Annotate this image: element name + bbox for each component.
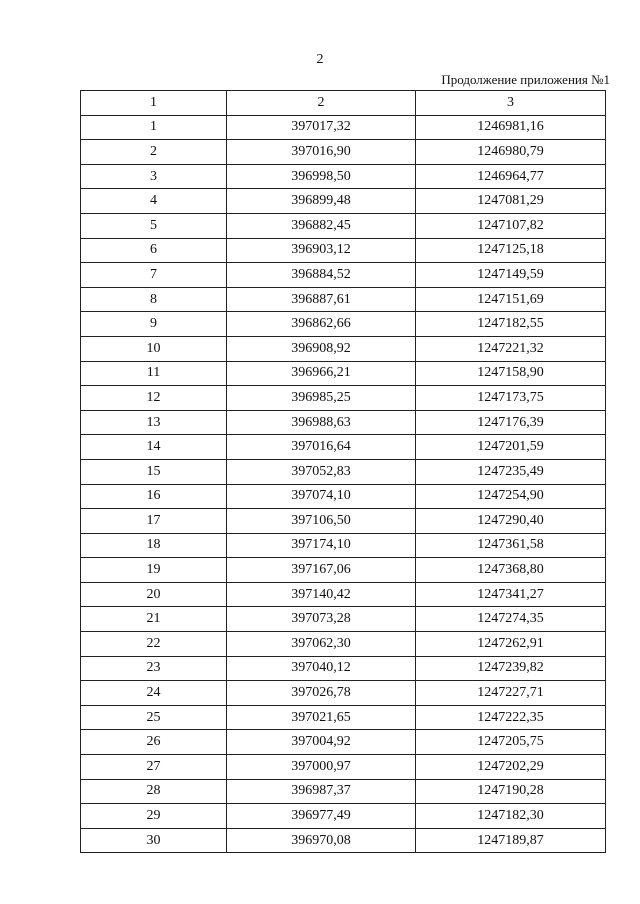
point-number-cell: 19: [81, 558, 227, 583]
x-coordinate-cell: 396882,45: [227, 213, 416, 238]
table-row: [81, 164, 606, 189]
point-number-cell: 6: [81, 238, 227, 263]
table-row: [81, 730, 606, 755]
table-row: [81, 287, 606, 312]
table-row: [81, 632, 606, 657]
y-coordinate-cell: 1247125,18: [416, 238, 606, 263]
table-row: [81, 140, 606, 165]
point-number-cell: 10: [81, 336, 227, 361]
x-coordinate-cell: 396887,61: [227, 287, 416, 312]
table-row: [81, 828, 606, 853]
y-coordinate-cell: 1247190,28: [416, 779, 606, 804]
point-number-cell: 17: [81, 509, 227, 534]
y-coordinate-cell: 1247081,29: [416, 189, 606, 214]
table-row: [81, 459, 606, 484]
y-coordinate-cell: 1246964,77: [416, 164, 606, 189]
point-number-cell: 9: [81, 312, 227, 337]
header-row: [81, 91, 606, 116]
y-coordinate-cell: 1247239,82: [416, 656, 606, 681]
y-coordinate-cell: 1247274,35: [416, 607, 606, 632]
table-row: [81, 779, 606, 804]
y-coordinate-cell: 1247173,75: [416, 386, 606, 411]
table-row: [81, 533, 606, 558]
x-coordinate-cell: 397021,65: [227, 705, 416, 730]
table-header: [81, 91, 606, 116]
x-coordinate-cell: 397106,50: [227, 509, 416, 534]
point-number-cell: 20: [81, 582, 227, 607]
y-coordinate-cell: 1247341,27: [416, 582, 606, 607]
point-number-cell: 1: [81, 115, 227, 140]
x-coordinate-cell: 396977,49: [227, 804, 416, 829]
point-number-cell: 24: [81, 681, 227, 706]
x-coordinate-cell: 397052,83: [227, 459, 416, 484]
point-number-cell: 18: [81, 533, 227, 558]
x-coordinate-cell: 397004,92: [227, 730, 416, 755]
y-coordinate-cell: 1247222,35: [416, 705, 606, 730]
y-coordinate-cell: 1247221,32: [416, 336, 606, 361]
point-number-cell: 2: [81, 140, 227, 165]
x-coordinate-cell: 396985,25: [227, 386, 416, 411]
point-number-cell: 29: [81, 804, 227, 829]
point-number-cell: 26: [81, 730, 227, 755]
point-number-cell: 11: [81, 361, 227, 386]
y-coordinate-cell: 1247149,59: [416, 263, 606, 288]
y-coordinate-cell: 1247262,91: [416, 632, 606, 657]
x-coordinate-cell: 396862,66: [227, 312, 416, 337]
y-coordinate-cell: 1247107,82: [416, 213, 606, 238]
point-number-cell: 21: [81, 607, 227, 632]
x-coordinate-cell: 396998,50: [227, 164, 416, 189]
page-number: 2: [316, 52, 324, 67]
x-coordinate-cell: 397000,97: [227, 755, 416, 780]
y-coordinate-cell: 1247189,87: [416, 828, 606, 853]
y-coordinate-cell: 1247202,29: [416, 755, 606, 780]
x-coordinate-cell: 397016,90: [227, 140, 416, 165]
header-cell-3: 3: [416, 91, 606, 116]
point-number-cell: 3: [81, 164, 227, 189]
x-coordinate-cell: 397140,42: [227, 582, 416, 607]
y-coordinate-cell: 1247182,30: [416, 804, 606, 829]
table-row: [81, 705, 606, 730]
header-cell-2: 2: [227, 91, 416, 116]
table-row: [81, 386, 606, 411]
table-row: [81, 582, 606, 607]
table-row: [81, 484, 606, 509]
table-row: [81, 115, 606, 140]
x-coordinate-cell: 397040,12: [227, 656, 416, 681]
point-number-cell: 15: [81, 459, 227, 484]
point-number-cell: 7: [81, 263, 227, 288]
point-number-cell: 30: [81, 828, 227, 853]
table-row: [81, 238, 606, 263]
header-cell-1: 1: [81, 91, 227, 116]
point-number-cell: 13: [81, 410, 227, 435]
table-row: [81, 312, 606, 337]
x-coordinate-cell: 396966,21: [227, 361, 416, 386]
x-coordinate-cell: 396903,12: [227, 238, 416, 263]
y-coordinate-cell: 1247151,69: [416, 287, 606, 312]
point-number-cell: 4: [81, 189, 227, 214]
y-coordinate-cell: 1247235,49: [416, 459, 606, 484]
table-row: [81, 558, 606, 583]
point-number-cell: 8: [81, 287, 227, 312]
y-coordinate-cell: 1247201,59: [416, 435, 606, 460]
point-number-cell: 16: [81, 484, 227, 509]
point-number-cell: 22: [81, 632, 227, 657]
point-number-cell: 28: [81, 779, 227, 804]
y-coordinate-cell: 1247182,55: [416, 312, 606, 337]
table-row: [81, 213, 606, 238]
x-coordinate-cell: 396970,08: [227, 828, 416, 853]
y-coordinate-cell: 1247254,90: [416, 484, 606, 509]
point-number-cell: 23: [81, 656, 227, 681]
y-coordinate-cell: 1247205,75: [416, 730, 606, 755]
point-number-cell: 12: [81, 386, 227, 411]
x-coordinate-cell: 397026,78: [227, 681, 416, 706]
table-row: [81, 607, 606, 632]
x-coordinate-cell: 397062,30: [227, 632, 416, 657]
point-number-cell: 25: [81, 705, 227, 730]
y-coordinate-cell: 1246980,79: [416, 140, 606, 165]
y-coordinate-cell: 1247361,58: [416, 533, 606, 558]
continuation-label: Продолжение приложения №1: [441, 72, 610, 87]
table-row: [81, 361, 606, 386]
x-coordinate-cell: 397016,64: [227, 435, 416, 460]
table-row: [81, 656, 606, 681]
table-row: [81, 509, 606, 534]
x-coordinate-cell: 396899,48: [227, 189, 416, 214]
x-coordinate-cell: 397017,32: [227, 115, 416, 140]
coordinates-table: [80, 90, 606, 853]
x-coordinate-cell: 396988,63: [227, 410, 416, 435]
y-coordinate-cell: 1247176,39: [416, 410, 606, 435]
x-coordinate-cell: 396884,52: [227, 263, 416, 288]
table-row: [81, 804, 606, 829]
table-row: [81, 336, 606, 361]
x-coordinate-cell: 397074,10: [227, 484, 416, 509]
table-row: [81, 410, 606, 435]
point-number-cell: 5: [81, 213, 227, 238]
x-coordinate-cell: 396908,92: [227, 336, 416, 361]
point-number-cell: 27: [81, 755, 227, 780]
y-coordinate-cell: 1247158,90: [416, 361, 606, 386]
table-body: [81, 115, 606, 853]
table-row: [81, 263, 606, 288]
table-row: [81, 435, 606, 460]
y-coordinate-cell: 1247368,80: [416, 558, 606, 583]
table-row: [81, 189, 606, 214]
x-coordinate-cell: 397167,06: [227, 558, 416, 583]
table-row: [81, 755, 606, 780]
y-coordinate-cell: 1246981,16: [416, 115, 606, 140]
x-coordinate-cell: 397073,28: [227, 607, 416, 632]
table-row: [81, 681, 606, 706]
y-coordinate-cell: 1247227,71: [416, 681, 606, 706]
x-coordinate-cell: 396987,37: [227, 779, 416, 804]
point-number-cell: 14: [81, 435, 227, 460]
x-coordinate-cell: 397174,10: [227, 533, 416, 558]
y-coordinate-cell: 1247290,40: [416, 509, 606, 534]
